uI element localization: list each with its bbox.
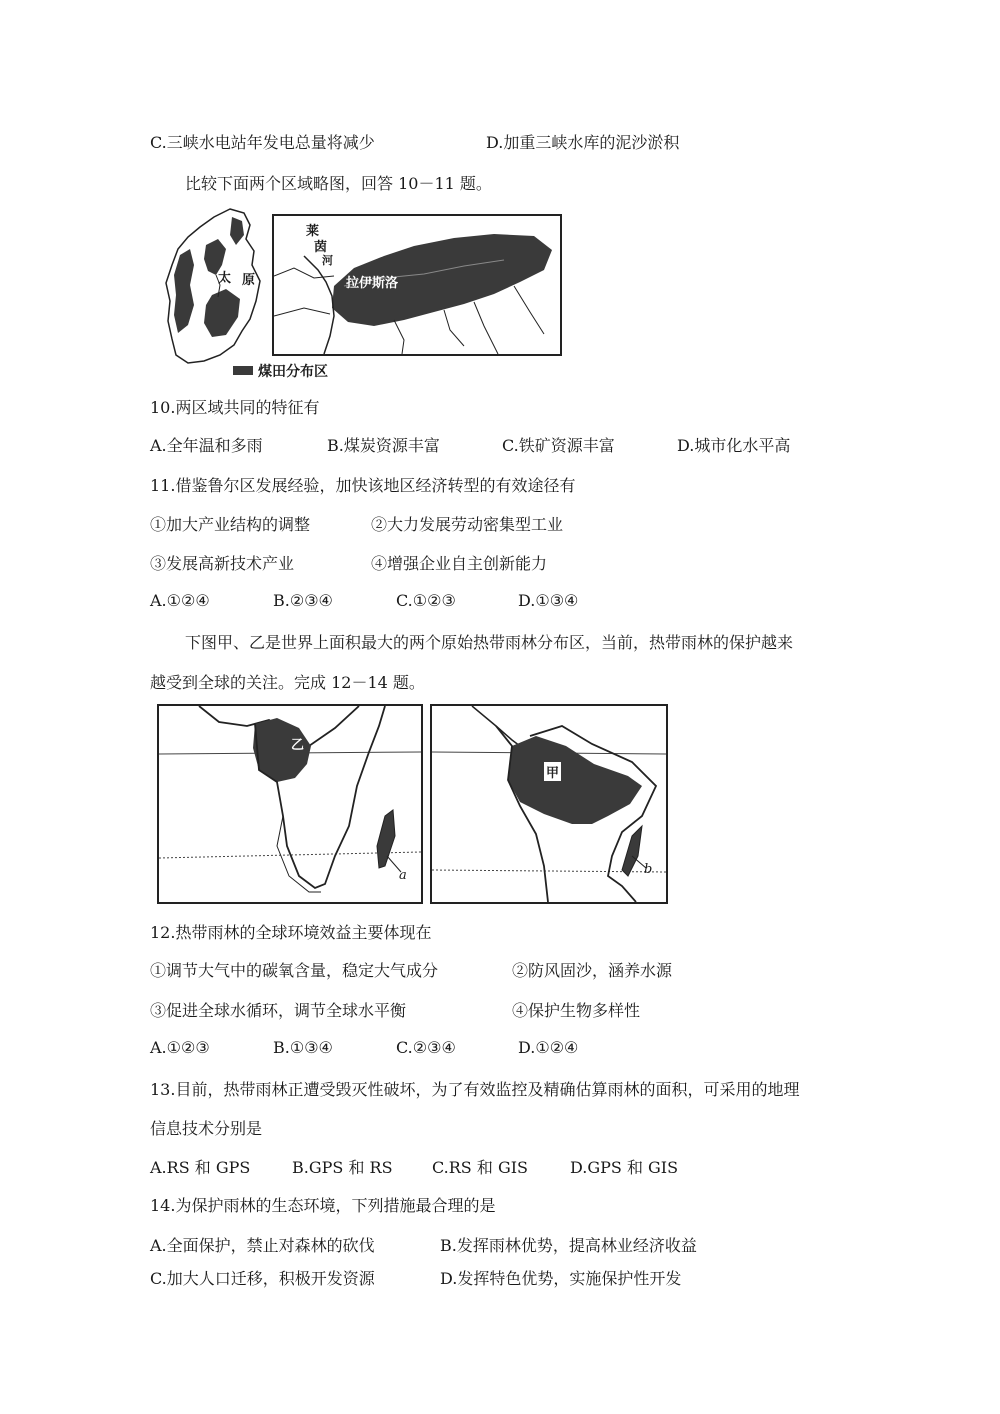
intro-10-11: 比较下面两个区域略图，回答 10－11 题。 [185,174,492,193]
q13-option-a: A.RS 和 GPS [150,1158,251,1177]
q13-option-c: C.RS 和 GIS [432,1158,529,1177]
legend-swatch-icon [233,366,253,375]
q13-option-d: D.GPS 和 GIS [570,1158,679,1177]
q12-option-a: A.①②③ [150,1038,210,1057]
intro-12-14-line1: 下图甲、乙是世界上面积最大的两个原始热带雨林分布区，当前，热带雨林的保护越来 [185,633,794,652]
africa-map-icon [159,706,421,902]
south-america-map-icon [432,706,666,902]
q12-statement-2: ②防风固沙，涵养水源 [512,961,673,980]
q10-option-d: D.城市化水平高 [677,436,791,455]
q11-stem: 11.借鉴鲁尔区发展经验，加快该地区经济转型的有效途径有 [150,476,576,495]
q12-statement-3: ③促进全球水循环，调节全球水平衡 [150,1001,407,1020]
q10-stem: 10.两区域共同的特征有 [150,398,320,417]
label-a: a [399,868,407,883]
q11-statement-4: ④增强企业自主创新能力 [371,554,548,573]
q12-statement-4: ④保护生物多样性 [512,1001,641,1020]
q11-option-c: C.①②③ [396,591,456,610]
label-rhine-1: 莱 [306,224,320,239]
intro-12-14-line2: 越受到全球的关注。完成 12－14 题。 [150,673,425,692]
q14-option-c: C.加大人口迁移，积极开发资源 [150,1269,375,1288]
q11-statement-3: ③发展高新技术产业 [150,554,295,573]
q12-option-d: D.①②④ [518,1038,579,1057]
q14-option-a: A.全面保护，禁止对森林的砍伐 [150,1236,375,1255]
q12-option-c: C.②③④ [396,1038,456,1057]
q11-statement-1: ①加大产业结构的调整 [150,515,311,534]
label-rhine-2: 茵 [314,240,328,255]
q11-option-b: B.②③④ [273,591,333,610]
q11-option-a: A.①②④ [150,591,210,610]
q13-option-b: B.GPS 和 RS [292,1158,393,1177]
q13-stem-line1: 13.目前，热带雨林正遭受毁灭性破坏，为了有效监控及精确估算雨林的面积，可采用的地理 [150,1080,800,1099]
label-b: b [644,862,653,877]
label-ruhr: 拉伊斯洛 [346,276,399,291]
q14-option-d: D.发挥特色优势，实施保护性开发 [440,1269,682,1288]
label-taiyuan-1: 太 [218,271,232,286]
q12-statement-1: ①调节大气中的碳氧含量，稳定大气成分 [150,961,439,980]
legend-coal: 煤田分布区 [258,364,328,380]
q10-option-a: A.全年温和多雨 [150,436,263,455]
q11-statement-2: ②大力发展劳动密集型工业 [371,515,564,534]
q12-option-b: B.①③④ [273,1038,333,1057]
q9-option-c: C.三峡水电站年发电总量将减少 [150,133,375,152]
coal-map-ruhr [272,214,562,356]
q14-option-b: B.发挥雨林优势，提高林业经济收益 [440,1236,697,1255]
label-rhine-3: 河 [322,254,333,267]
rainforest-map-africa [157,704,423,904]
coal-map-shanxi [160,205,268,365]
label-taiyuan-2: 原 [242,273,256,288]
q13-stem-line2: 信息技术分别是 [150,1119,263,1138]
q14-stem: 14.为保护雨林的生态环境，下列措施最合理的是 [150,1196,496,1215]
q9-option-d: D.加重三峡水库的泥沙淤积 [486,133,680,152]
q10-option-c: C.铁矿资源丰富 [502,436,615,455]
q12-stem: 12.热带雨林的全球环境效益主要体现在 [150,923,432,942]
q10-option-b: B.煤炭资源丰富 [327,436,440,455]
label-jia: 甲 [544,762,561,781]
rainforest-map-south-america [430,704,668,904]
label-yi: 乙 [291,738,305,753]
q11-option-d: D.①③④ [518,591,579,610]
